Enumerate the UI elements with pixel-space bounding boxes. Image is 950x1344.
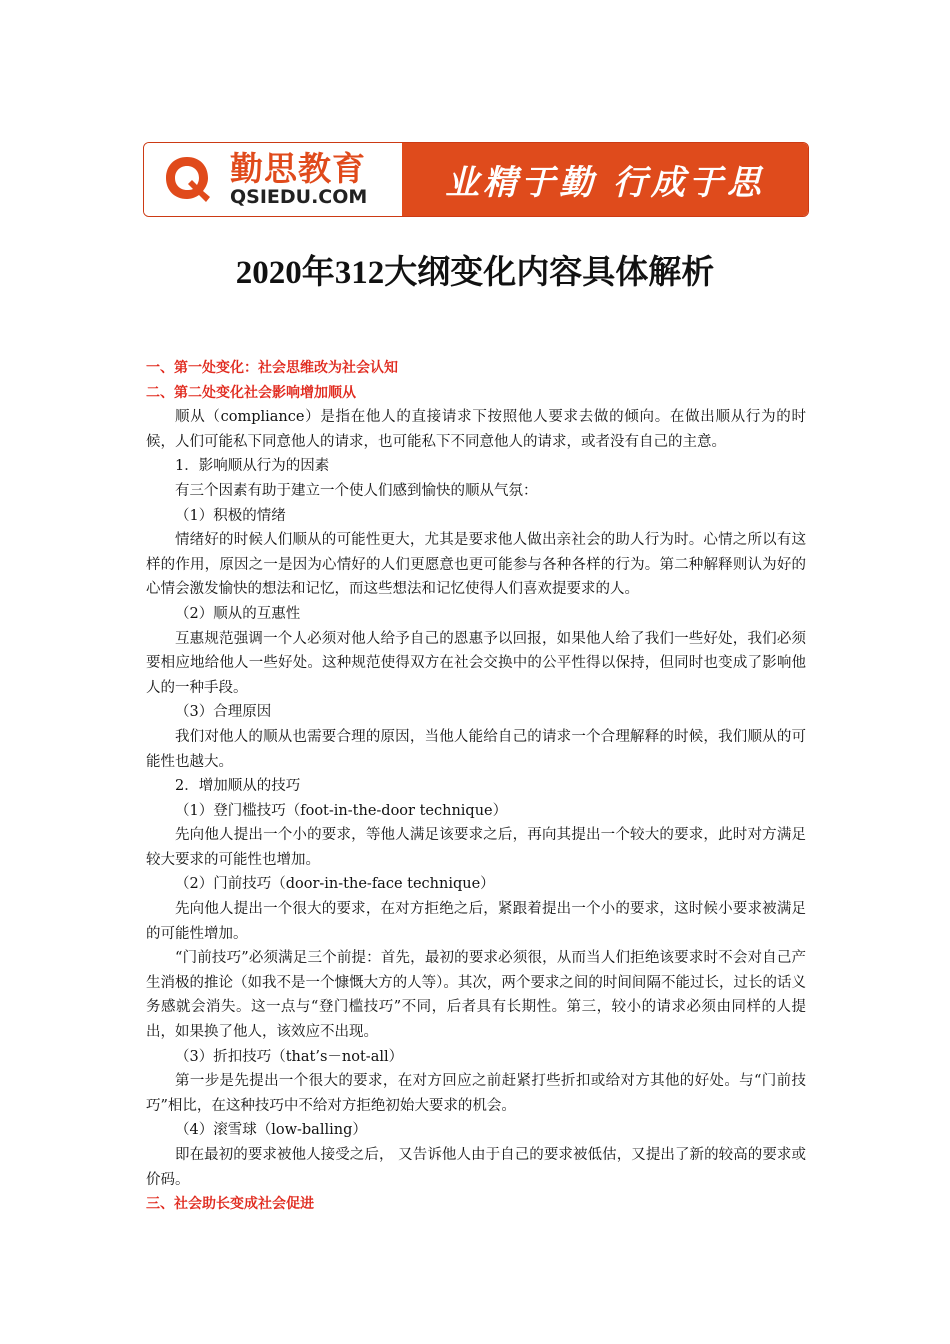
subheading: 1．影响顺从行为的因素 (175, 458, 330, 475)
subheading: （1）登门槛技巧（foot-in-the-door technique） (175, 802, 508, 819)
paragraph: 即在最初的要求被他人接受之后， 又告诉他人由于自己的要求被低估，又提出了新的较高的要求或价码。 (146, 1147, 806, 1188)
paragraph: “门前技巧”必须满足三个前提：首先，最初的要求必须很，从而当人们拒绝该要求时不会对自己产生消极的推论（如我不是一个慷慨大方的人等）。其次，两个要求之间的时间间隔不能过长，过长的话义务感就会消失。这一点与“登门槛技巧”不同，后者具有长期性。第三，较小的请求必须由同样的人提出，如果换了他人，该效应不出现。 (146, 950, 806, 1041)
subheading: （1）积极的情绪 (175, 507, 286, 524)
subheading: 2．增加顺从的技巧 (175, 778, 301, 795)
paragraph: 先向他人提出一个很大的要求，在对方拒绝之后，紧跟着提出一个小的要求，这时候小要求被满足的可能性增加。 (146, 901, 806, 942)
brand-name: 勤思教育 (230, 149, 366, 188)
section-heading-3: 三、社会助长变成社会促进 (146, 1196, 314, 1213)
paragraph: 先向他人提出一个小的要求，等他人满足该要求之后，再向其提出一个较大的要求，此时对方满足较大要求的可能性也增加。 (146, 827, 806, 868)
header-banner (143, 142, 809, 217)
page-title: 2020年312大纲变化内容具体解析 (235, 255, 715, 291)
section-heading-2: 二、第二处变化社会影响增加顺从 (146, 384, 356, 401)
slogan: 业精于勤 行成于思 (445, 163, 765, 203)
subheading: （3）合理原因 (175, 704, 272, 721)
brand-area (144, 143, 402, 216)
paragraph: 我们对他人的顺从也需要合理的原因，当他人能给自己的请求一个合理解释的时候，我们顺从的可能性也越大。 (146, 728, 806, 770)
paragraph: 顺从（compliance）是指在他人的直接请求下按照他人要求去做的倾向。在做出顺从行为的时候，人们可能私下同意他人的请求，也可能私下不同意他人的请求，或者没有自己的主意。 (146, 409, 806, 450)
qsiedu-logo-icon (162, 153, 212, 205)
paragraph: 第一步是先提出一个很大的要求，在对方回应之前赶紧打些折扣或给对方其他的好处。与“门前技巧”相比，在这种技巧中不给对方拒绝初始大要求的机会。 (146, 1073, 806, 1114)
subheading: （2）顺从的互惠性 (175, 605, 301, 622)
subheading: （2）门前技巧（door-in-the-face technique） (175, 876, 495, 893)
subheading: （4）滚雪球（low-balling） (175, 1122, 367, 1139)
slogan-area (402, 143, 808, 216)
paragraph: 互惠规范强调一个人必须对他人给予自己的恩惠予以回报，如果他人给了我们一些好处，我们必须要相应地给他人一些好处。这种规范使得双方在社会交换中的公平性得以保持，但同时也变成了影响他人的一种手段。 (146, 630, 806, 696)
article-body (146, 356, 806, 1217)
section-heading-1: 一、第一处变化：社会思维改为社会认知 (146, 360, 398, 376)
brand-domain: QSIEDU.COM (230, 186, 368, 208)
paragraph: 情绪好的时候人们顺从的可能性更大，尤其是要求他人做出亲社会的助人行为时。心情之所以有这样的作用，原因之一是因为心情好的人们更愿意也更可能参与各种各样的行为。第二种解释则认为好的心情会激发愉快的想法和记忆，而这些想法和记忆使得人们喜欢提要求的人。 (146, 532, 806, 598)
subheading: （3）折扣技巧（that’s－not-all） (175, 1048, 404, 1065)
paragraph: 有三个因素有助于建立一个使人们感到愉快的顺从气氛： (175, 482, 538, 499)
